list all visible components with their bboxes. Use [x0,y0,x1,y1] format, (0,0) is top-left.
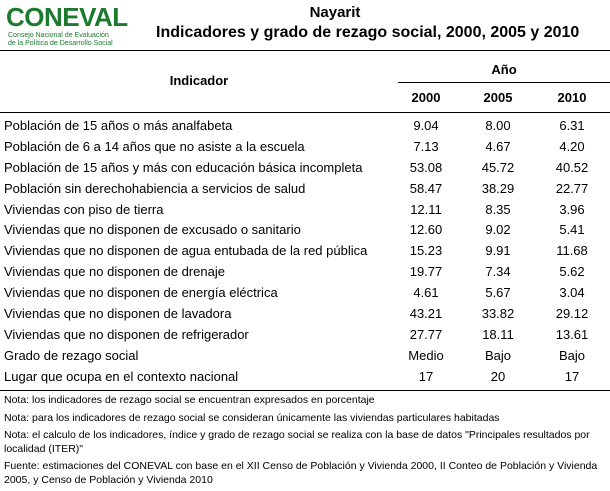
row-value-2010: 4.20 [559,138,585,154]
row-value-2010: 5.62 [559,264,585,280]
row-label: Lugar que ocupa en el contexto nacional [4,368,239,384]
row-label: Población de 15 años y más con educación básica incompleta [4,159,363,175]
row-value-2005: 8.35 [485,201,511,217]
note-database: Nota: el calculo de los indicadores, índice y grado de rezago social se realiza con la base de datos "Principales resultados por localidad (ITER)" [4,429,590,455]
table-body [0,116,610,388]
row-value-2005: 33.82 [481,306,515,322]
row-value-2000: 27.77 [409,326,443,342]
row-value-2010: 11.68 [556,243,588,259]
row-value-2010: 22.77 [555,180,589,196]
row-value-2005: 8.00 [485,118,511,133]
note-source: Fuente: estimaciones del CONEVAL con base en el XII Censo de Población y Vivienda 2000, II Conteo de Población y Vivienda 2005, y Censo de Población y Vivienda 2010 [4,460,598,486]
table-row [0,304,610,325]
row-value-2000: Medio [408,347,444,363]
column-header-indicator: Indicador [169,73,229,88]
row-value-2000: 7.13 [413,138,439,154]
row-value-2005: 7.34 [485,264,511,280]
table-row [0,179,610,200]
row-value-2010: 29.12 [555,306,589,322]
row-value-2005: 4.67 [485,138,511,154]
row-label: Viviendas que no disponen de drenaje [4,264,225,280]
table-top-border [0,50,610,51]
row-value-2000: 43.21 [409,306,443,322]
note-percentage: Nota: los indicadores de rezago social se encuentran expresados en porcentaje [4,394,375,406]
row-value-2000: 12.11 [410,201,442,217]
row-value-2010: 3.96 [559,201,585,217]
row-value-2010: 5.41 [559,222,585,238]
table-row [0,283,610,304]
row-value-2005: Bajo [484,347,512,363]
table-row [0,137,610,158]
table-row [0,325,610,346]
row-value-2005: 5.67 [485,285,511,301]
logo-wordmark: CONEVAL [6,2,128,32]
page-title: Indicadores y grado de rezago social, 2000, 2005 y 2010 [156,24,580,41]
column-header-year-group: Año [491,62,517,77]
row-label: Viviendas que no disponen de energía eléctrica [4,285,278,301]
row-value-2005: 45.72 [481,159,515,175]
table-row [0,158,610,179]
table-row [0,241,610,262]
row-label: Población sin derechohabiencia a servicios de salud [4,180,306,196]
row-value-2000: 19.77 [409,264,443,280]
row-value-2000: 12.60 [409,222,443,238]
notes-section [4,394,604,491]
row-value-2000: 58.47 [409,180,443,196]
table-row [0,262,610,283]
row-value-2010: Bajo [558,347,586,363]
row-value-2010: 3.04 [559,285,585,301]
row-label: Población de 6 a 14 años que no asiste a la escuela [4,138,305,154]
row-value-2000: 53.08 [409,159,443,175]
row-label: Grado de rezago social [4,347,139,363]
column-header-2010: 2010 [557,90,587,105]
row-value-2000: 15.23 [409,243,443,259]
header-bottom-border [0,112,610,113]
table-bottom-border [0,390,610,391]
state-name: Nayarit [309,4,361,21]
row-label: Viviendas que no disponen de refrigerador [4,326,249,342]
row-label: Viviendas que no disponen de agua entubada de la red pública [4,243,368,259]
row-value-2000: 4.61 [413,285,439,301]
logo-subtitle-line1: Consejo Nacional de Evaluación [8,32,109,39]
row-value-2010: 6.31 [559,118,585,133]
table-row [0,116,610,137]
row-value-2005: 38.29 [481,180,515,196]
row-value-2005: 18.11 [482,326,514,342]
row-value-2005: 20 [490,368,506,384]
row-label: Viviendas que no disponen de excusado o sanitario [4,222,301,238]
table-row [0,346,610,367]
row-value-2000: 17 [418,368,434,384]
row-label: Población de 15 años o más analfabeta [4,118,233,133]
table-row [0,220,610,241]
column-header-2000: 2000 [411,90,441,105]
logo-subtitle [8,32,113,47]
row-value-2010: 40.52 [555,159,589,175]
row-value-2010: 17 [564,368,580,384]
row-value-2005: 9.91 [485,243,511,259]
row-value-2000: 9.04 [413,118,439,133]
column-header-2005: 2005 [483,90,513,105]
row-value-2010: 13.61 [555,326,589,342]
logo-subtitle-line2: de la Política de Desarrollo Social [8,39,113,47]
year-group-divider [398,82,610,83]
row-label: Viviendas con piso de tierra [4,201,164,217]
table-row [0,367,610,388]
row-label: Viviendas que no disponen de lavadora [4,306,232,322]
table-row [0,200,610,221]
note-dwellings: Nota: para los indicadores de rezago social se consideran únicamente las viviendas particulares habitadas [4,411,500,424]
row-value-2005: 9.02 [485,222,511,238]
